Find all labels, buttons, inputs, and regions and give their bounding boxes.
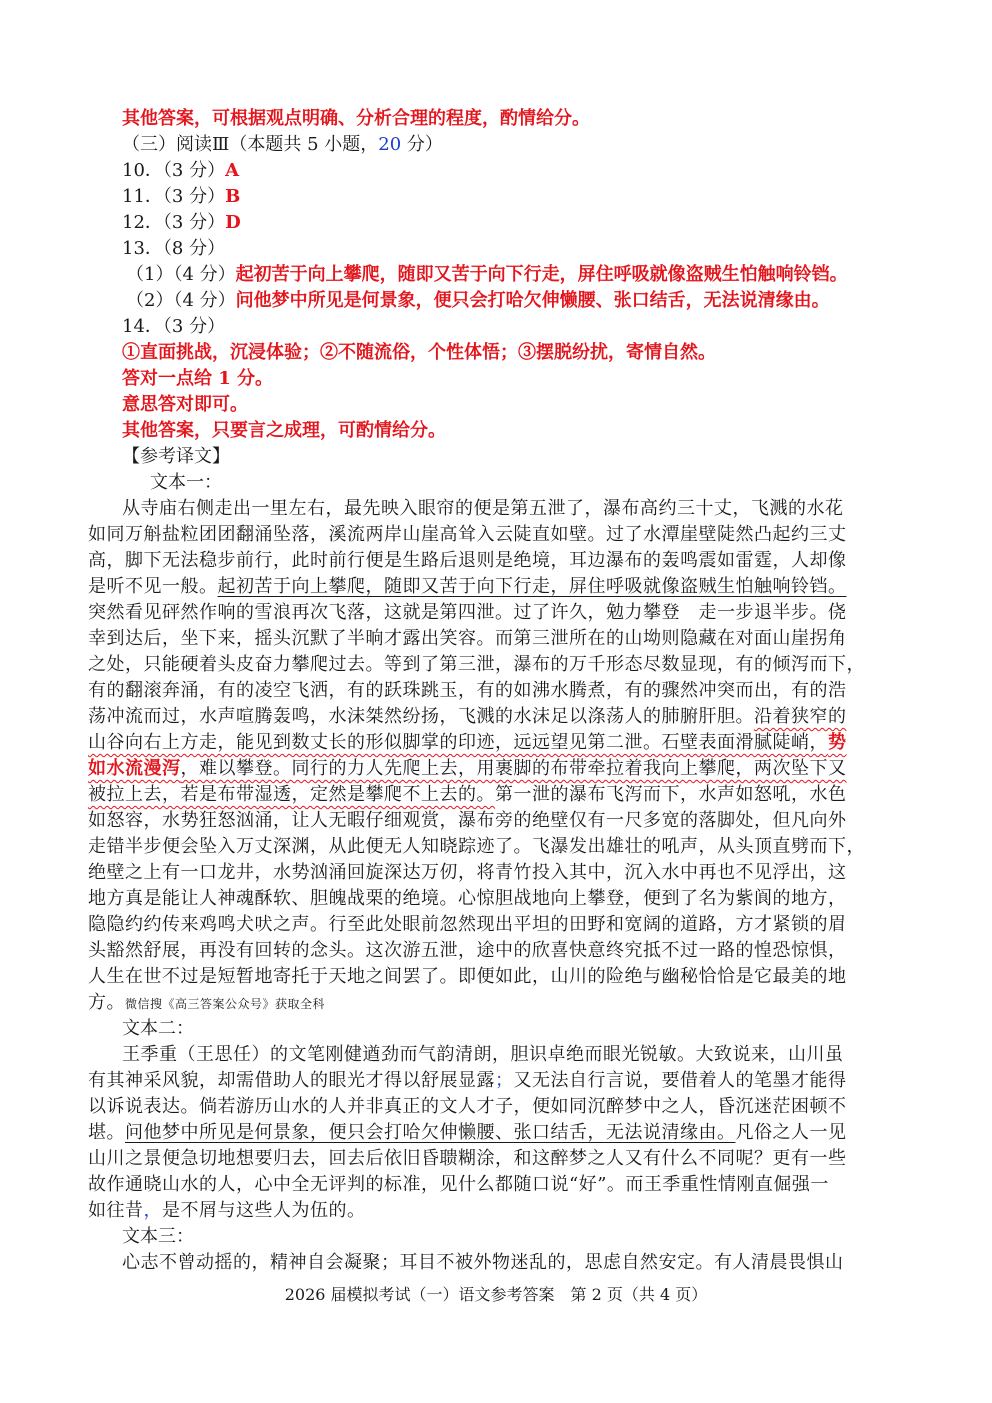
question-12: 12．（3 分）D [122,212,241,233]
question-13-1: （1）（4 分）起初苦于向上攀爬，随即又苦于向下行走，屏住呼吸就像盗贼生怕触响铃铛。 [126,264,848,285]
text1-line [88,730,847,756]
text1-line: 从寺庙右侧走出一里左右，最先映入眼帘的便是第五泄了，瀑布高约三十丈，飞溅的水花 [122,498,844,519]
text1-line: 有的翻滚奔涌，有的凌空飞洒，有的跃珠跳玉，有的如沸水腾煮，有的骤然冲突而出，有的浩 [88,680,847,701]
answer-13-2: 问他梦中所见是何景象，便只会打哈欠伸懒腰、张口结舌，无法说清缘由。 [235,290,830,311]
question-10: 10．（3 分）A [122,160,240,181]
text1-line: 如同万斛盐粒团团翻涌坠落，溪流两岸山崖高耸入云陡直如壁。过了水潭崖壁陡然凸起约三丈 [88,524,847,545]
text1-line: 如怒容，水势狂怒汹涌，让人无暇仔细观赏，瀑布旁的绝壁仅有一尺多宽的落脚处，但凡向外 [88,810,847,831]
section-points: 20 [378,134,402,155]
answer-13-1: 起初苦于向上攀爬，随即又苦于向下行走，屏住呼吸就像盗贼生怕触响铃铛。 [235,264,848,285]
text1-line: 头豁然舒展，再没有回转的念头。这次游五泄，途中的欣喜快意终究抵不过一路的惶恐惊惧， [88,940,847,961]
text2-line: 王季重（王思任）的文笔刚健遒劲而气韵清朗，胆识卓绝而眼光锐敏。大致说来，山川虽 [122,1044,844,1065]
text2-line: 以诉说表达。倘若游历山水的人并非真正的文人才子，便如同沉醉梦中之人，昏沉迷茫困顿不 [88,1096,847,1117]
wavy-underlined-sentence: 沿着狭窄的 [754,706,847,727]
text1-line: 是听不见一般。起初苦于向上攀爬，随即又苦于向下行走，屏住呼吸就像盗贼生怕触响铃铛。 [88,576,847,597]
text1-line: 走错半步便会坠入万丈深渊，从此便无人知晓踪迹了。飞瀑发出雄壮的吼声，从头顶直劈而下， [88,836,865,857]
text1-line [88,756,847,782]
question-13: 13．（8 分） [122,238,226,259]
underlined-sentence: 问他梦中所见是何景象，便只会打哈欠伸懒腰、张口结舌，无法说清缘由。 [125,1122,736,1143]
answer-11: B [225,186,241,207]
page-footer: 2026 届模拟考试（一）语文参考答案 第 2 页（共 4 页） [284,1285,708,1304]
scoring-note-3: 其他答案，只要言之成理，可酌情给分。 [122,420,446,441]
text2-line: 有其神采风貌，却需借助人的眼光才得以舒展显露；又无法自行言说，要借着人的笔墨才能得 [88,1070,847,1091]
text1-line: 荡冲流而过，水声喧腾轰鸣，水沫桀然纷扬，飞溅的水沫足以涤荡人的肺腑肝胆。沿着狭窄的 [88,706,847,727]
section-title: （三）阅读Ⅲ（本题共 5 小题，20 分） [122,134,443,155]
text1-line: 方。微信搜《高三答案公众号》获取全科 [88,992,326,1013]
text2-line: 山川之景便急切地想要归去，回去后依旧昏聩糊涂，和这醉梦之人又有什么不同呢？更有一些 [88,1148,847,1169]
text2-line: 堪。问他梦中所见是何景象，便只会打哈欠伸懒腰、张口结舌，无法说清缘由。凡俗之人一见 [88,1122,847,1143]
text1-line: 人生在世不过是短暂地寄托于天地之间罢了。即便如此，山川的险绝与幽秘恰恰是它最美的地 [88,966,847,987]
wavy-underlined-sentence: ，难以攀登。同行的力人先爬上去，用裹脚的布带牵拉着我向上攀爬，两次坠下又 [180,758,847,779]
wavy-underlined-sentence: 山谷向右上方走，能见到数丈长的形似脚掌的印迹，远远望见第二泄。石壁表面滑腻陡峭， [88,732,828,753]
text1-line: 幸到达后，坐下来，摇头沉默了半晌才露出笑容。而第三泄所在的山坳则隐藏在对面山崖拐角 [88,628,847,649]
text1-label: 文本一： [150,472,222,493]
wavy-underlined-sentence: 被拉上去，若是布带湿透，定然是攀爬不上去的。 [88,784,495,805]
scoring-note-2: 意思答对即可。 [122,394,248,415]
text1-line: 高，脚下无法稳步前行，此时前行便是生路后退则是绝境，耳边瀑布的轰鸣震如雷霆，人却像 [88,550,847,571]
highlighted-phrase: 如水流漫泻 [88,758,181,779]
text3-label: 文本三： [122,1226,194,1247]
wechat-notice: 微信搜《高三答案公众号》获取全科 [125,997,326,1011]
text2-line: 如往昔，是不屑与这些人为伍的。 [88,1200,366,1221]
underlined-sentence: 起初苦于向上攀爬，随即又苦于向下行走，屏住呼吸就像盗贼生怕触响铃铛。 [217,576,847,597]
text1-line: 隐隐约约传来鸡鸣犬吠之声。行至此处眼前忽然现出平坦的田野和宽阔的道路，方才紧锁的眉 [88,914,847,935]
question-13-2: （2）（4 分）问他梦中所见是何景象，便只会打哈欠伸懒腰、张口结舌，无法说清缘由。 [126,290,830,311]
highlighted-phrase: 势 [828,732,847,753]
text2-label: 文本二： [122,1018,194,1039]
question-11: 11．（3 分）B [122,186,241,207]
text1-line: 地方真是能让人神魂酥软、胆魄战栗的绝境。心惊胆战地向上攀登，便到了名为紫阆的地方， [88,888,847,909]
answer-12: D [225,212,241,233]
text1-line: 被拉上去，若是布带湿透，定然是攀爬不上去的。第一泄的瀑布飞泻而下，水声如怒吼，水色 [88,784,847,805]
question-14: 14．（3 分） [122,316,226,337]
answer-other-note: 其他答案，可根据观点明确、分析合理的程度，酌情给分。 [122,108,590,129]
translation-heading: 【参考译文】 [122,446,230,467]
text1-line: 绝壁之上有一口龙井，水势汹涌回旋深达万仞，将青竹投入其中，沉入水中再也不见浮出，这 [88,862,847,883]
text3-line: 心志不曾动摇的，精神自会凝聚；耳目不被外物迷乱的，思虑自然安定。有人清晨畏惧山 [122,1252,844,1273]
text1-line: 之处，只能硬着头皮奋力攀爬过去。等到了第三泄，瀑布的万千形态尽数显现，有的倾泻而下， [88,654,865,675]
text2-line: 故作通晓山水的人，心中全无评判的标准，见什么都随口说“好”。而王季重性情刚直倔强一 [88,1174,829,1195]
text1-line: 突然看见砰然作响的雪浪再次飞落，这就是第四泄。过了许久，勉力攀登 走一步退半步。侥 [88,602,847,623]
scoring-note-1: 答对一点给 1 分。 [122,368,274,389]
answer-10: A [225,160,240,181]
answer-14: ①直面挑战，沉浸体验；②不随流俗，个性体悟；③摆脱纷扰，寄情自然。 [122,342,716,363]
